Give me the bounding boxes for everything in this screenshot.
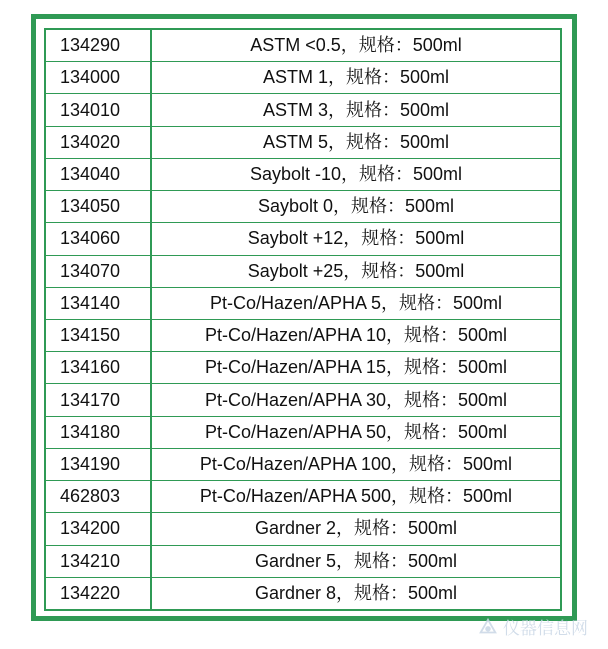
product-code-table xyxy=(44,28,562,611)
product-code-cell: 134060 xyxy=(45,223,151,255)
product-code-cell: 134070 xyxy=(45,255,151,287)
product-description-cell: ASTM 3，规格：500ml xyxy=(151,94,561,126)
product-description-cell: Gardner 2，规格：500ml xyxy=(151,513,561,545)
product-code-cell: 134210 xyxy=(45,545,151,577)
product-description-cell: Pt-Co/Hazen/APHA 15，规格：500ml xyxy=(151,352,561,384)
watermark-text: 仪器信息网 xyxy=(503,619,588,639)
table-row xyxy=(45,255,561,287)
watermark xyxy=(477,614,588,639)
product-description-cell: Saybolt 0，规格：500ml xyxy=(151,191,561,223)
product-description-cell: Pt-Co/Hazen/APHA 50，规格：500ml xyxy=(151,416,561,448)
product-code-cell: 134000 xyxy=(45,62,151,94)
product-code-cell: 462803 xyxy=(45,481,151,513)
table-row xyxy=(45,545,561,577)
table-row xyxy=(45,577,561,610)
product-description-cell: ASTM <0.5，规格：500ml xyxy=(151,29,561,62)
product-description-cell: Saybolt -10，规格：500ml xyxy=(151,158,561,190)
table-row xyxy=(45,416,561,448)
product-code-cell: 134050 xyxy=(45,191,151,223)
table-row xyxy=(45,29,561,62)
table-row xyxy=(45,319,561,351)
product-code-cell: 134140 xyxy=(45,287,151,319)
product-description-cell: Gardner 8，规格：500ml xyxy=(254,582,458,603)
table-row xyxy=(45,62,561,94)
table-row xyxy=(45,158,561,190)
product-code-cell: 134290 xyxy=(45,29,151,62)
product-code-cell: 134200 xyxy=(45,513,151,545)
product-code-cell: 134170 xyxy=(45,384,151,416)
product-description-cell: Pt-Co/Hazen/APHA 100，规格：500ml xyxy=(151,448,561,480)
product-code-cell: 134180 xyxy=(45,416,151,448)
table-row xyxy=(45,287,561,319)
table-body xyxy=(45,29,561,610)
product-code-cell: 134020 xyxy=(45,126,151,158)
table-row xyxy=(45,481,561,513)
product-description-cell: ASTM 1，规格：500ml xyxy=(151,62,561,94)
table-row xyxy=(45,384,561,416)
watermark-logo-icon xyxy=(477,616,499,638)
table-row xyxy=(45,448,561,480)
product-code-cell: 134040 xyxy=(45,158,151,190)
product-code-cell: 134150 xyxy=(45,319,151,351)
table-row xyxy=(45,223,561,255)
table-row xyxy=(45,352,561,384)
product-description-cell: Gardner 5，规格：500ml xyxy=(151,545,561,577)
product-code-cell: 134220 xyxy=(45,577,151,610)
product-code-cell: 134160 xyxy=(45,352,151,384)
product-code-cell: 134190 xyxy=(45,448,151,480)
product-description-cell: Saybolt +12，规格：500ml xyxy=(151,223,561,255)
product-description-cell: Pt-Co/Hazen/APHA 10，规格：500ml xyxy=(151,319,561,351)
table-row xyxy=(45,126,561,158)
table-row xyxy=(45,191,561,223)
product-description-cell: Pt-Co/Hazen/APHA 30，规格：500ml xyxy=(151,384,561,416)
product-code-cell: 134010 xyxy=(45,94,151,126)
product-description-cell: ASTM 5，规格：500ml xyxy=(151,126,561,158)
table-row xyxy=(45,94,561,126)
product-description-cell: Pt-Co/Hazen/APHA 5，规格：500ml xyxy=(151,287,561,319)
product-description-cell: Pt-Co/Hazen/APHA 500，规格：500ml xyxy=(151,481,561,513)
product-description-cell: Saybolt +25，规格：500ml xyxy=(151,255,561,287)
table-row xyxy=(45,513,561,545)
